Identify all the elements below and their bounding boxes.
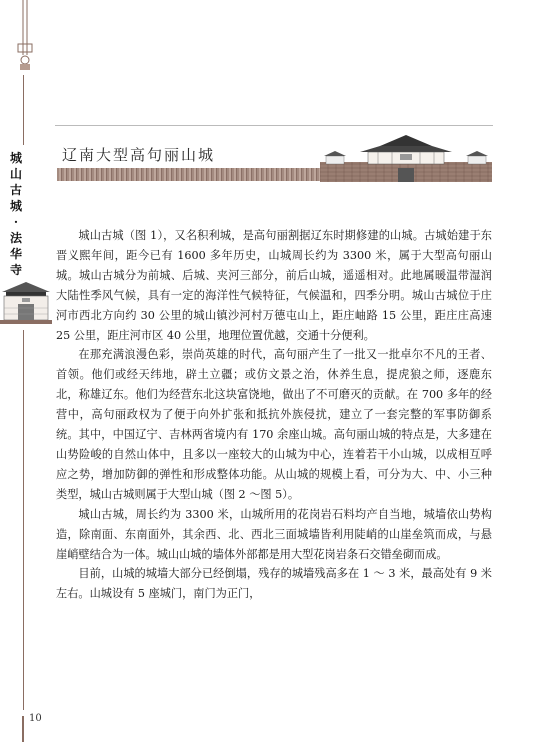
side-title-char: 华 xyxy=(9,247,22,261)
article-body xyxy=(56,226,492,604)
gate-illustration-icon xyxy=(0,278,52,326)
side-title-char: 山 xyxy=(9,167,22,181)
side-title-char: 法 xyxy=(9,231,22,245)
page-corner-bar xyxy=(0,716,24,742)
side-title-char: 城 xyxy=(9,199,22,213)
city-gate-illustration-icon xyxy=(320,132,492,184)
side-chapter-title xyxy=(6,150,26,278)
side-title-char: · xyxy=(13,215,19,229)
page-number: 10 xyxy=(29,713,42,724)
margin-line-top xyxy=(23,75,24,145)
paragraph: 在那充满浪漫色彩，崇尚英雄的时代，高句丽产生了一批又一批卓尔不凡的王者、首领。他们或经天纬地，辟土立疆；或仿文景之治，休养生息，提虎狼之师，逐鹿东北，称雄辽东。他们为经营东北这块富饶地，做出了不可磨灭的贡献。在 700 多年的经营中，高句丽政权为了便于向外扩张和抵抗外族侵扰，建立了一套完整的军事防御系统。其中，中国辽宁、吉林两省境内有 170 余座山城。高句丽山城的特点是，大多建在山势险峻的自然山体中，且多以一座较大的山城为中心，连着若干小山城，以成相互呼应之势，增加防御的弹性和形成整体功能。从山城的规模上看，可分为大、中、小三种类型，城山古城则属于大型山城（图 2 ～图 5）。 xyxy=(56,348,492,501)
paragraph: 目前，山城的城墙大部分已经倒塌，残存的城墙残高多在 1 ～ 3 米，最高处有 9 米左右。山城设有 5 座城门，南门为正门， xyxy=(56,567,492,601)
side-title-char: 城 xyxy=(9,151,22,165)
margin-line-bottom xyxy=(23,330,24,710)
header-rule xyxy=(55,125,493,126)
side-title-char: 寺 xyxy=(9,263,22,277)
paragraph: 城山古城，周长约为 3300 米，山城所用的花岗岩石料均产自当地，城墙依山势构造，除南面、东南面外，其余西、北、西北三面城墙皆利用陡峭的山崖垒筑而成，与悬崖峭壁结合为一体。城山山城的墙体外部都是用大型花岗岩条石交错垒砌而成。 xyxy=(56,507,492,561)
section-title: 辽南大型高句丽山城 xyxy=(62,146,216,164)
paragraph: 城山古城（图 1），又名积利城，是高句丽割据辽东时期修建的山城。古城始建于东晋义熙年间，距今已有 1600 多年历史，山城周长约为 3300 米，属于大型高句丽山城。城山古城分为前城、后城、夹河三部分，前后山城，遥遥相对。此地属暖温带湿润大陆性季风气候，具有一定的海洋性气候特征，气候温和，四季分明。城山古城位于庄河市西北方向约 30 公里的城山镇沙河村万德屯山上，距庄岫路 15 公里，距庄庄高速 25 公里，距庄河市区 40 公里，地理位置优越，交通十分便利。 xyxy=(56,229,492,342)
chain-ornament-icon xyxy=(8,0,40,75)
side-title-char: 古 xyxy=(9,183,22,197)
